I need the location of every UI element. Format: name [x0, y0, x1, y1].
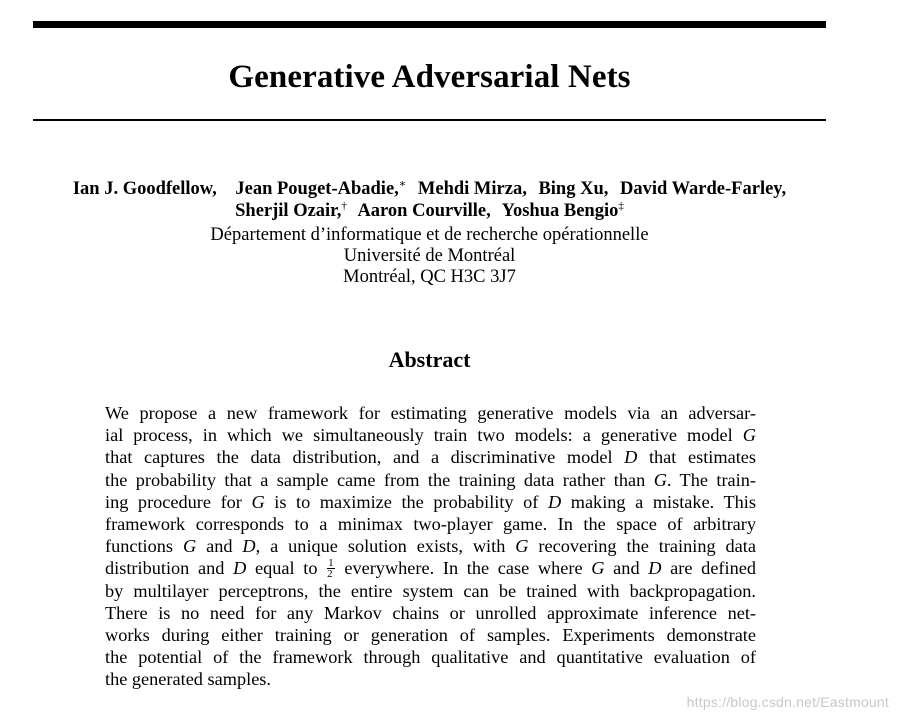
abstract-line: that captures the data distribution, and a discriminative model D that estimates — [105, 447, 756, 468]
abstract-line: framework corresponds to a minimax two-player game. In the space of arbitrary — [105, 513, 756, 534]
author-line-2 — [33, 200, 826, 222]
abstract-body — [105, 402, 756, 690]
footnote-mark: ‡ — [618, 200, 624, 212]
footnote-mark: ∗ — [398, 178, 407, 190]
author: Mehdi Mirza, — [417, 179, 527, 199]
author: Jean Pouget-Abadie,∗ — [235, 178, 407, 199]
author: Ian J. Goodfellow, — [72, 179, 217, 199]
author-list — [33, 178, 826, 222]
top-rule — [33, 21, 826, 28]
title-rule — [33, 119, 826, 121]
abstract-line: functions G and D, a unique solution exists, with G recovering the training data — [105, 536, 756, 557]
abstract-line: ing procedure for G is to maximize the probability of D making a mistake. This — [105, 491, 756, 512]
abstract-line: There is no need for any Markov chains or unrolled approximate inference net- — [105, 602, 756, 623]
footnote-mark: † — [341, 200, 347, 212]
abstract-heading: Abstract — [388, 347, 471, 372]
abstract-line: the generated samples. — [105, 669, 271, 690]
abstract-line: ial process, in which we simultaneously train two models: a generative model G — [105, 425, 756, 446]
watermark-url: https://blog.csdn.net/Eastmount — [686, 694, 889, 710]
fraction-one-half: $\frac{1}{2}$ — [327, 556, 334, 580]
author: David Warde-Farley, — [620, 179, 787, 199]
abstract-line: the probability that a sample came from the training data rather than G. The train- — [105, 469, 756, 490]
abstract-line: We propose a new framework for estimating generative models via an adversar- — [105, 403, 756, 423]
author: Bing Xu, — [538, 179, 609, 199]
author: Aaron Courville, — [357, 201, 491, 221]
affiliation-department: Département d’informatique et de recherche opérationnelle — [210, 225, 649, 245]
author: Yoshua Bengio‡ — [501, 200, 624, 221]
affiliation-university: Université de Montréal — [343, 246, 516, 266]
abstract-line: by multilayer perceptrons, the entire system can be trained with backpropagation. — [105, 580, 756, 601]
paper-title: Generative Adversarial Nets — [228, 59, 631, 95]
abstract-line: distribution and D equal to $\frac{1}{2}$ everywhere. In the case where G and D are defined — [105, 556, 756, 580]
affiliation-address: Montréal, QC H3C 3J7 — [343, 267, 516, 287]
author-line-1 — [33, 178, 826, 200]
abstract-line: works during either training or generation of samples. Experiments demonstrate — [105, 624, 756, 645]
author: Sherjil Ozair,† — [235, 200, 347, 221]
abstract-line: the potential of the framework through qualitative and quantitative evaluation of — [105, 647, 756, 668]
